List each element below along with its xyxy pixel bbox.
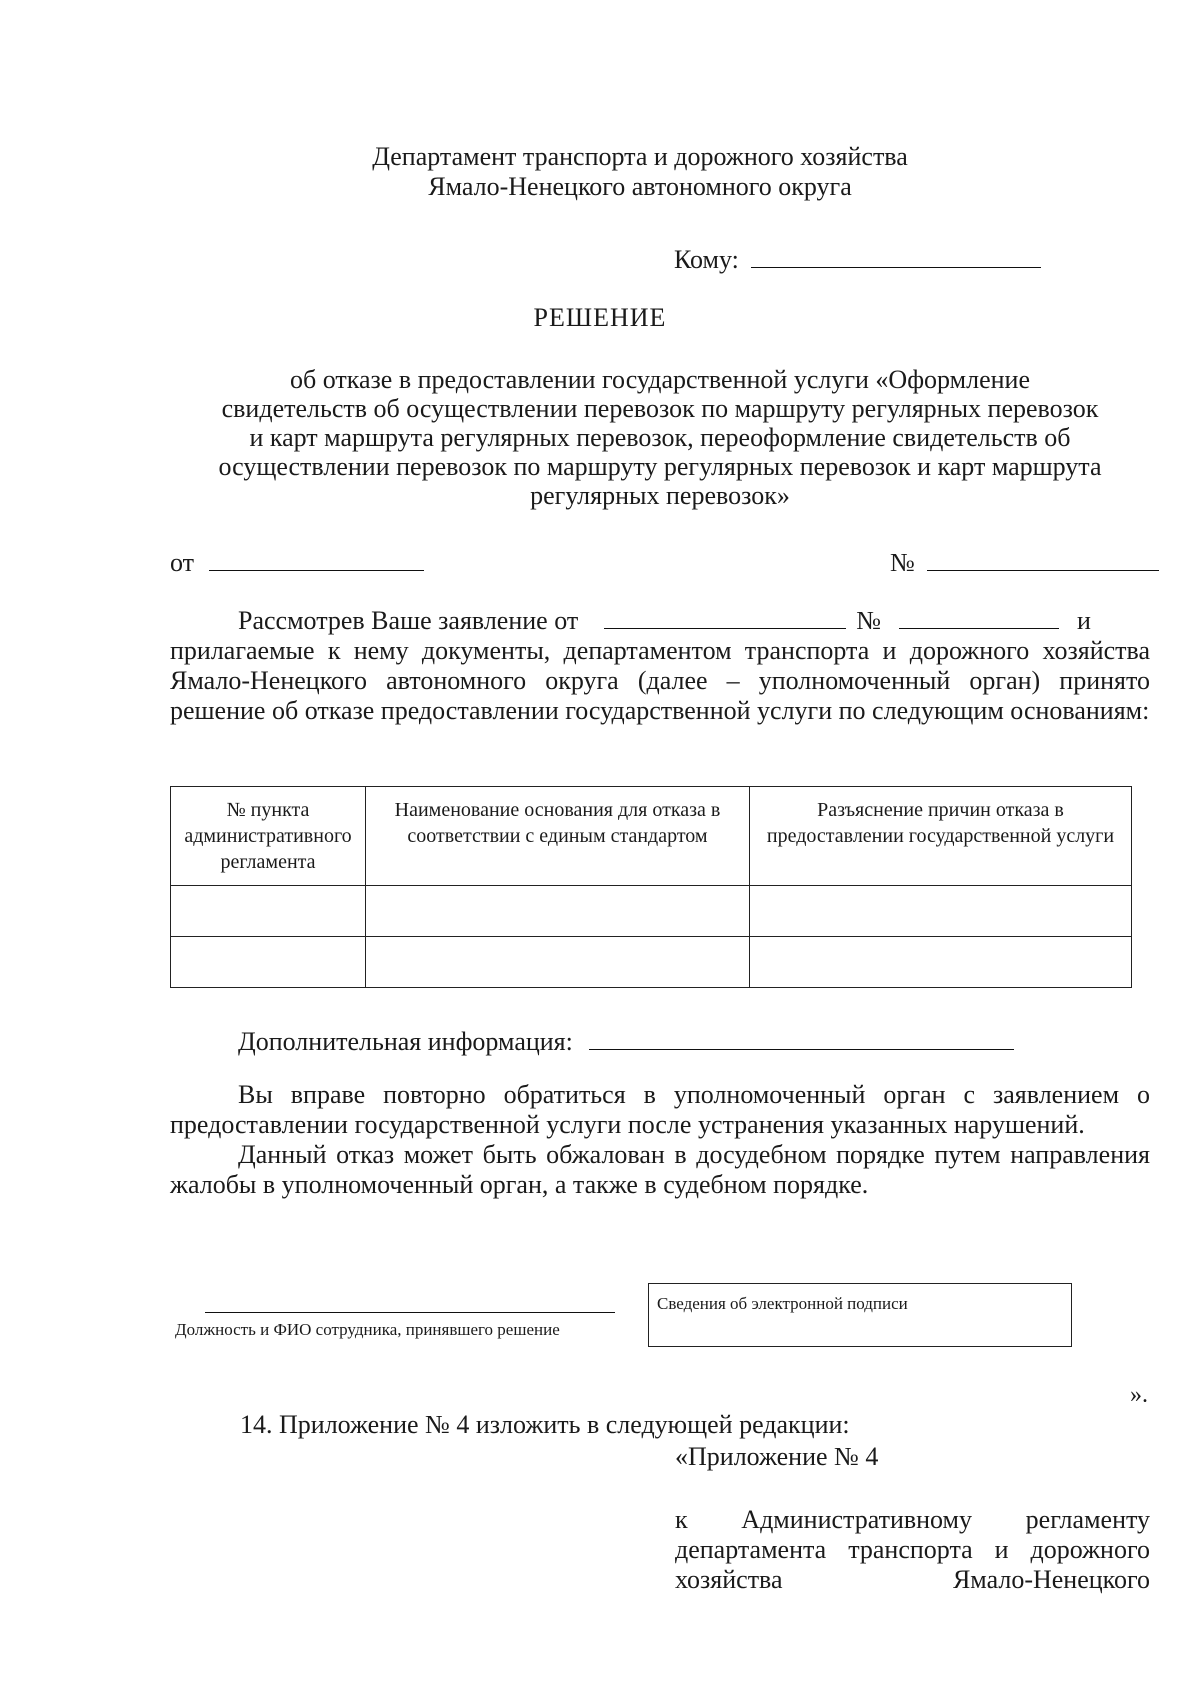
table-cell[interactable]: [750, 937, 1132, 988]
decision-paragraph: [170, 606, 1150, 726]
table-row: [171, 937, 1132, 988]
appendix-line: к Административному регламенту: [675, 1505, 1150, 1534]
subtitle-line: и карт маршрута регулярных перевозок, переоформление свидетельств об: [249, 423, 1071, 452]
table-cell[interactable]: [171, 937, 366, 988]
date-label: от: [170, 548, 195, 577]
number-label: №: [890, 548, 915, 577]
appendix-line: департамента транспорта и дорожного: [675, 1535, 1150, 1564]
item-14: 14. Приложение № 4 изложить в следующей редакции:: [240, 1410, 850, 1439]
col-header-ground: Наименование основания для отказа в соответствии с единым стандартом: [366, 787, 750, 886]
application-date-field[interactable]: [604, 628, 846, 629]
document-title: РЕШЕНИЕ: [533, 303, 667, 332]
col-header-explanation: Разъяснение причин отказа в предоставлении государственной услуги: [750, 787, 1132, 886]
additional-info-label: Дополнительная информация:: [238, 1027, 573, 1056]
document-subtitle: [160, 365, 1160, 510]
subtitle-line: регулярных перевозок»: [530, 481, 790, 510]
application-number-field[interactable]: [899, 628, 1059, 629]
e-signature-box: Сведения об электронной подписи: [648, 1283, 1072, 1347]
closing-quote: ».: [1130, 1382, 1148, 1408]
reasons-table-wrap: [170, 786, 1132, 988]
reasons-table: [170, 786, 1132, 988]
date-row: [170, 548, 424, 578]
recipient-row: [674, 245, 1041, 275]
considered-no: №: [856, 606, 882, 635]
table-header-row: [171, 787, 1132, 886]
reapply-paragraph: Вы вправе повторно обратиться в уполномоченный орган с заявлением о предоставлении государственной услуги после устранения указанных нарушений.: [170, 1080, 1150, 1139]
number-row: [890, 548, 1159, 578]
subtitle-line: об отказе в предоставлении государственной услуги «Оформление: [289, 365, 1030, 394]
table-cell[interactable]: [750, 886, 1132, 937]
considered-rest: прилагаемые к нему документы, департаментом транспорта и дорожного хозяйства Ямало-Ненецкого автономного округа (далее – уполномоченный орган) принято решение об отказе предоставлении государственной услуги по следующим основаниям:: [170, 636, 1150, 725]
appendix-title: «Приложение № 4: [675, 1442, 879, 1471]
signature-line[interactable]: [205, 1312, 615, 1313]
considered-line: [170, 606, 1150, 636]
considered-prefix: Рассмотрев Ваше заявление от: [238, 606, 579, 635]
subtitle-line: осуществлении перевозок по маршруту регулярных перевозок и карт маршрута: [218, 452, 1102, 481]
number-field[interactable]: [927, 570, 1159, 571]
date-field[interactable]: [209, 570, 424, 571]
additional-info-row: [238, 1027, 1014, 1057]
considered-and: и: [1077, 606, 1091, 635]
department-name-line2: Ямало-Ненецкого автономного округа: [428, 172, 852, 201]
table-cell[interactable]: [366, 886, 750, 937]
subtitle-line: свидетельств об осуществлении перевозок по маршруту регулярных перевозок: [221, 394, 1099, 423]
table-cell[interactable]: [366, 937, 750, 988]
department-name-line1: Департамент транспорта и дорожного хозяйства: [372, 142, 908, 171]
appendix-reference: [675, 1505, 1150, 1595]
rights-paragraphs: [170, 1080, 1150, 1200]
signature-caption: Должность и ФИО сотрудника, принявшего решение: [175, 1320, 560, 1339]
table-row: [171, 886, 1132, 937]
appendix-line: хозяйства Ямало-Ненецкого: [675, 1565, 1150, 1594]
appeal-paragraph: Данный отказ может быть обжалован в досудебном порядке путем направления жалобы в уполномоченный орган, а также в судебном порядке.: [170, 1140, 1150, 1199]
col-header-clause: № пункта административного регламента: [171, 787, 366, 886]
recipient-field[interactable]: [751, 267, 1041, 268]
table-cell[interactable]: [171, 886, 366, 937]
recipient-label: Кому:: [674, 245, 739, 274]
additional-info-field[interactable]: [589, 1049, 1014, 1050]
department-header: [340, 142, 940, 202]
